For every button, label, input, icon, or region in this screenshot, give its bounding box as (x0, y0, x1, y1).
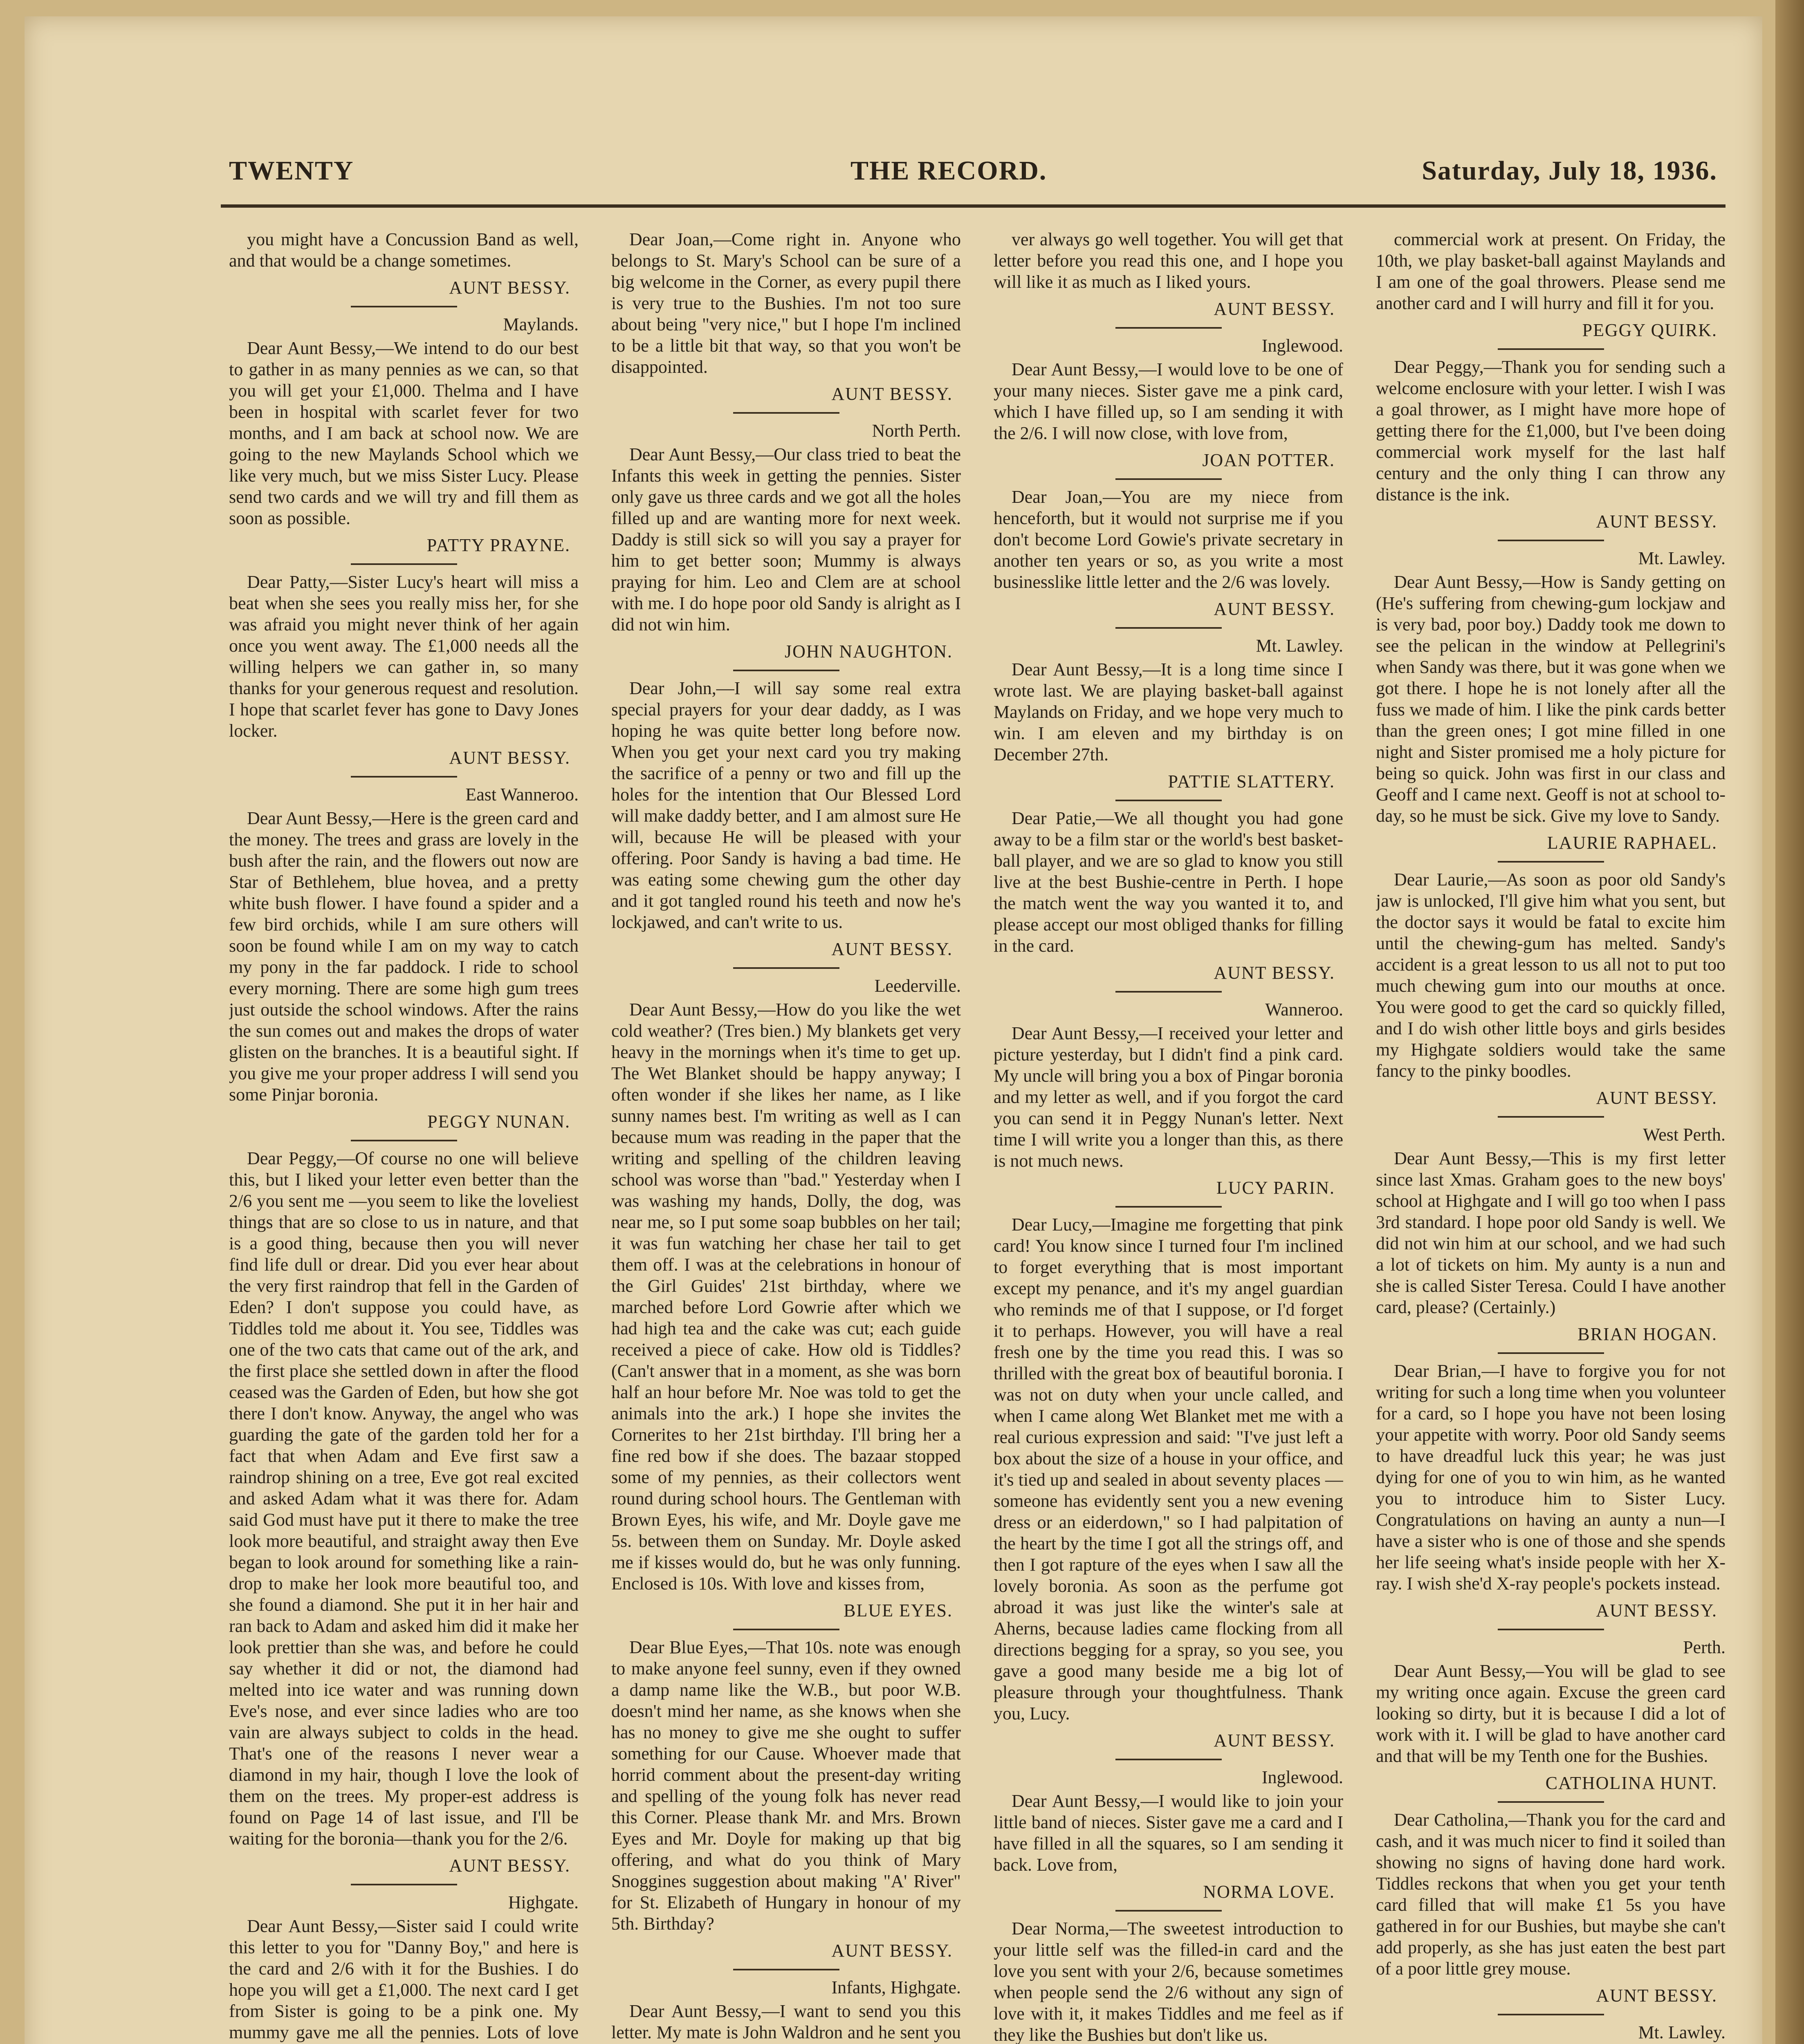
letter-paragraph: Dear Aunt Bessy,—I would like to join your little band of nieces. Sister gave me a card and I have filled in all the squares, so I am sending it back. Love from, (994, 1791, 1343, 1875)
separator-rule (1498, 1629, 1604, 1630)
separator-rule (733, 1629, 839, 1630)
letter-signature: PATTY PRAYNE. (426, 535, 570, 555)
separator-rule (1498, 1352, 1604, 1354)
letter-place: Maylands. (503, 314, 579, 334)
letter-place: Inglewood. (1261, 336, 1343, 356)
letter-paragraph: Dear Norma,—The sweetest introduction to your little self was the filled-in card and the love you sent with your 2/6, because sometimes when people send the 2/6 without any sign of love with it, it makes Tiddles and me feel as if they like the Bushies but don't like us. (994, 1918, 1343, 2044)
separator-rule (733, 412, 839, 414)
letter-signature: JOAN POTTER. (1202, 450, 1335, 470)
letter-signature: LAURIE RAPHAEL. (1547, 833, 1717, 853)
letter-paragraph: Dear Peggy,—Thank you for sending such a welcome enclosure with your letter. I wish I was a goal thrower, as I might have more hope of getting there for the £1,000, but I've been doing commercial work myself for the last half century and the only thing I can throw any distance is the ink. (1376, 357, 1725, 504)
header-rule (221, 204, 1725, 208)
letter-signature: AUNT BESSY. (449, 1856, 570, 1876)
letter-place: Infants, Highgate. (831, 1977, 961, 1997)
letter-paragraph: Dear Joan,—Come right in. Anyone who belongs to St. Mary's School can be sure of a big welcome in the Corner, as every pupil there is very true to the Bushies. I'm not too sure about being "very nice," but I hope I'm inclined to be a little bit that way, so that you won't be disappointed. (611, 229, 961, 377)
letter-signature: AUNT BESSY. (831, 384, 953, 404)
letter-signature: BLUE EYES. (844, 1600, 953, 1620)
binding-edge (1775, 0, 1804, 2044)
separator-rule (1498, 1116, 1604, 1118)
separator-rule (351, 306, 457, 307)
letter-place: Perth. (1683, 1637, 1725, 1657)
letter-paragraph: Dear Aunt Bessy,—Here is the green card and the money. The trees and grass are lovely in the bush after the rain, and the flowers out now are Star of Bethlehem, blue hovea, and a pretty white bush flower. I have found a spider and a few bird orchids, while I am sure others will soon be found while I am on my way to catch my pony in the far paddock. I ride to school every morning. There are some high gum trees just outside the school windows. After the rains the sun comes out and makes the drops of water glisten on the branches. It is a beautiful sight. If you give me your proper address I will send you some Pinjar boronia. (229, 808, 579, 1105)
letter-paragraph: Dear Aunt Bessy,—It is a long time since I wrote last. We are playing basket-ball against Maylands on Friday, and we hope very much to win. I am eleven and my birthday is on December 27th. (994, 659, 1343, 764)
letter-paragraph: Dear Catholina,—Thank you for the card and cash, and it was much nicer to find it soiled than showing no signs of having done hard work. Tiddles reckons that when you get your tenth card filled that will make £1 5s you have gathered in for our Bushies, but maybe she can't add properly, as she has just eaten the best part of a poor little grey mouse. (1376, 1810, 1725, 1979)
page-number: TWENTY (229, 156, 354, 186)
letter-paragraph: you might have a Concussion Band as well, and that would be a change sometimes. (229, 229, 579, 271)
letter-paragraph: Dear Aunt Bessy,—This is my first letter since last Xmas. Graham goes to the new boys' school at Highgate and I will go too when I pass 3rd standard. I hope poor old Sandy is well. We did not win him at our school, and we had such a lot of tickets on him. My aunty is a nun and she is called Sister Teresa. Could I have another card, please? (Certainly.) (1376, 1148, 1725, 1317)
letter-paragraph: Dear Aunt Bessy,—I would love to be one of your many nieces. Sister gave me a pink card, which I have filled up, so I am sending it with the 2/6. I will now close, with love from, (994, 359, 1343, 443)
letter-place: North Perth. (872, 421, 961, 441)
letter-signature: LUCY PARIN. (1216, 1178, 1335, 1198)
letter-signature: AUNT BESSY. (831, 939, 953, 959)
page-header (229, 155, 1717, 204)
separator-rule (1115, 1206, 1222, 1208)
separator-rule (351, 1140, 457, 1141)
separator-rule (1115, 478, 1222, 480)
letter-paragraph: Dear Laurie,—As soon as poor old Sandy's jaw is unlocked, I'll give him what you sent, but the doctor says it would be fatal to excite him until the chewing-gum has melted. Sandy's accident is a great lesson to us all not to put too much chewing gum into our mouths at once. You were good to get the card so quickly filled, and I do wish other little boys and girls besides my Highgate soldiers would take the same fancy to the pinky boodles. (1376, 870, 1725, 1081)
letter-paragraph: Dear Aunt Bessy,—Sister said I could write this letter to you for "Danny Boy," and here is the card and 2/6 with it for the Bushies. I do hope you will get a £1,000. The next card I get from Sister is going to be a pink one. My mummy gave me all the pennies. Lots of love (229, 1916, 579, 2042)
separator-rule (1498, 1801, 1604, 1803)
paper-title: THE RECORD. (850, 156, 1047, 186)
separator-rule (351, 1884, 457, 1885)
letter-paragraph: Dear Aunt Bessy,—How do you like the wet cold weather? (Tres bien.) My blankets get very heavy in the mornings when it's time to get up. The Wet Blanket should be happy anyway; I often wonder if she likes her name, as I like sunny names best. I'm writing as well as I can because mum was reading in the paper that the writing and spelling of the children leaving school was worse than "bad." Yesterday when I was washing my hands, Dolly, the dog, was near me, so I put some soap bubbles on her tail; it was fun watching her chase her tail to get them off. I was at the celebrations in honour of the Girl Guides' 21st birthday, where we marched before Lord Gowrie after which we had high tea and the cake was cut; each guide received a piece of cake. How old is Tiddles? (Can't answer that in a moment, as she was born half an hour before Mr. Noe was told to get the animals into the ark.) I hope she invites the Cornerites to her 21st birthday. I'll bring her a fine red bow if she does. The bazaar stopped some of my pennies, as their collectors went round during school hours. The Gentleman with Brown Eyes, his wife, and Mr. Doyle gave me 5s. between them on Sunday. Mr. Doyle asked me if kisses would do, but he was only funning. Enclosed is 10s. With love and kisses from, (611, 1000, 961, 1594)
separator-rule (1115, 800, 1222, 801)
letter-place: East Wanneroo. (465, 784, 579, 805)
letter-place: Inglewood. (1261, 1767, 1343, 1787)
separator-rule (1498, 2014, 1604, 2015)
letter-signature: NORMA LOVE. (1203, 1882, 1335, 1902)
letter-signature: JOHN NAUGHTON. (785, 641, 953, 661)
letter-signature: CATHOLINA HUNT. (1545, 1773, 1717, 1793)
letter-signature: AUNT BESSY. (449, 748, 570, 768)
letter-signature: AUNT BESSY. (1596, 1986, 1717, 2006)
letter-signature: AUNT BESSY. (1596, 1600, 1717, 1620)
letter-place: Mt. Lawley. (1256, 636, 1343, 656)
letter-signature: AUNT BESSY. (1214, 1730, 1335, 1750)
letter-signature: AUNT BESSY. (449, 278, 570, 298)
letter-signature: PATTIE SLATTERY. (1168, 771, 1335, 791)
letter-signature: PEGGY NUNAN. (427, 1112, 570, 1132)
letter-paragraph: Dear Peggy,—Of course no one will believe this, but I liked your letter even better than the 2/6 you sent me —you seem to like the loveliest things that are so close to us in nature, and that is a good thing, because then you will never find life dull or drear. Did you ever hear about the very first raindrop that fell in the Garden of Eden? I don't suppose you could have, as Tiddles told me about it. You see, Tiddles was one of the two cats that came out of the ark, and the first place she settled down in after the flood ceased was the Garden of Eden, but how she got there I don't know. Anyway, the angel who was guarding the gate of the garden told her for a fact that when Adam and Eve first saw a raindrop shining on a tree, Eve got real excited and asked Adam what it was there for. Adam said God must have put it there to make the tree look more beautiful, and straight away then Eve began to look around for something like a rain-drop to make her look more beautiful too, and she found a diamond. She put it in her hair and ran back to Adam and asked him did it make her look prettier than she was, and before he could say whether it did or not, the diamond had melted into ice water and was running down Eve's nose, and ever since ladies who are too vain are always subject to colds in the head. That's one of the reasons I never wear a diamond in my hair, though I love the look of them on the trees. My proper-est address is found on Page 14 of last issue, and I'll be waiting for the boronia—thank you for the 2/6. (229, 1148, 579, 1849)
separator-rule (1498, 540, 1604, 541)
letter-signature: AUNT BESSY. (1596, 1088, 1717, 1108)
letter-paragraph: Dear Aunt Bessy,—We intend to do our best to gather in as many pennies as we can, so that you will get your £1,000. Thelma and I have been in hospital with scarlet fever for two months, and I am back at school now. We are going to the new Maylands School which we like very much, but we miss Sister Lucy. Please send two cards and we will try and fill them as soon as possible. (229, 338, 579, 528)
letter-place: West Perth. (1643, 1125, 1725, 1145)
letter-paragraph: Dear Patty,—Sister Lucy's heart will miss a beat when she sees you really miss her, for she was afraid you might never think of her again once you went away. The £1,000 needs all the willing helpers we can gather in, so many thanks for your generous request and resolution. I hope that scarlet fever has gone to Davy Jones locker. (229, 572, 579, 741)
letter-signature: AUNT BESSY. (1214, 599, 1335, 619)
letter-signature: BRIAN HOGAN. (1577, 1324, 1717, 1344)
column-1 (229, 229, 579, 2044)
letter-paragraph: Dear John,—I will say some real extra special prayers for your dear daddy, as I was hoping he was quite better long before now. When you get your next card you try making the sacrifice of a penny or two and fill up the holes for the intention that Our Blessed Lord will make daddy better, and I am almost sure He will, because He will be pleased with your offering. Poor Sandy is having a bad time. He was eating some chewing gum the other day and it got tangled round his teeth and now he's lockjawed, and can't write to us. (611, 678, 961, 932)
letter-signature: AUNT BESSY. (1214, 963, 1335, 983)
issue-date: Saturday, July 18, 1936. (1422, 156, 1717, 186)
letter-paragraph: Dear Brian,—I have to forgive you for not writing for such a long time when you volunteer for a card, so I hope you have not been losing your appetite with worry. Poor old Sandy seems to have dreadful luck this year; he was just dying for one of you to win him, as he wanted you to introduce him to Sister Lucy. Congratulations on having an aunty a nun—I have a sister who is one of those and she spends her life seeing what's inside people with her X-ray. I wish she'd X-ray people's pockets instead. (1376, 1361, 1725, 1594)
letter-paragraph: Dear Lucy,—Imagine me forgetting that pink card! You know since I turned four I'm inclined to forget everything that is most important except my penance, and it's my angel guardian who reminds me of that I suppose, or I'd forget it to perhaps. However, you will have a real fresh one by the time you read this. I was so thrilled with the great box of beautiful boronia. I was not on duty when your uncle called, and when I came along Wet Blanket met me with a real curious expression and said: "I've just left a box about the size of a house in your office, and it's tied up and sealed in about seventy places —someone has evidently sent you a new evening dress or an eiderdown," so I had palpitation of the heart by the time I got all the strings off, and then I got rapture of the eyes when I saw all the lovely boronia. As soon as the perfume got abroad it was just like the winter's sale at Aherns, because ladies came flocking from all directions begging for a spray, so you see, you gave a good many beside me a big lot of pleasure through your thoughtfulness. Thank you, Lucy. (994, 1215, 1343, 1724)
separator-rule (1115, 1759, 1222, 1760)
column-3 (994, 229, 1343, 2044)
separator-rule (733, 670, 839, 671)
letter-paragraph: Dear Aunt Bessy,—I received your letter and picture yesterday, but I didn't find a pink card. My uncle will bring you a box of Pingar boronia and my letter as well, and if you forgot the card you can send it in Peggy Nunan's letter. Next time I will write you a longer than this, as there is not much news. (994, 1023, 1343, 1171)
letter-place: Mt. Lawley. (1638, 548, 1725, 568)
letter-paragraph: Dear Aunt Bessy,—I want to send you this letter. My mate is John Waldron and he sent you (611, 2001, 961, 2042)
letter-paragraph: ver always go well together. You will get that letter before you read this one, and I hope you will like it as much as I liked yours. (994, 229, 1343, 292)
letter-signature: PEGGY QUIRK. (1582, 320, 1717, 340)
column-2 (611, 229, 961, 2044)
separator-rule (733, 967, 839, 969)
letter-paragraph: Dear Aunt Bessy,—You will be glad to see my writing once again. Excuse the green card looking so dirty, but it is because I did a lot of work with it. I will be glad to have another card and that will be my Tenth one for the Bushies. (1376, 1661, 1725, 1766)
letters-columns (229, 229, 1725, 2044)
letter-place: Wanneroo. (1265, 1000, 1343, 1020)
separator-rule (1115, 991, 1222, 993)
letter-paragraph: Dear Joan,—You are my niece from henceforth, but it would not surprise me if you don't become Lord Gowie's private secretary in another ten years or so, as you write a most businesslike little letter and the 2/6 was lovely. (994, 487, 1343, 592)
letter-paragraph: Dear Aunt Bessy,—Our class tried to beat the Infants this week in getting the pennies. Sister only gave us three cards and we got all the holes filled up and are wanting more for next week. Daddy is still sick so will you say a prayer for him to get better soon; Mummy is always praying for him. Leo and Clem are at school with me. I do hope poor old Sandy is alright as I did not win him. (611, 444, 961, 634)
separator-rule (1498, 348, 1604, 350)
letter-paragraph: Dear Blue Eyes,—That 10s. note was enough to make anyone feel sunny, even if they owned a damp name like the W.B., but poor W.B. doesn't mind her name, as she knows when she has no money to give me she ought to suffer something for our Cause. Whoever made that horrid comment about the present-day writing and spelling of the young folk has never read this Corner. Please thank Mr. and Mrs. Brown Eyes and Mr. Doyle for making up that big offering, and what do you think of Mary Snoggines suggestion about making "A' River" for St. Elizabeth of Hungary in honour of my 5th. Birthday? (611, 1637, 961, 1934)
letter-place: Highgate. (508, 1892, 579, 1912)
letter-paragraph: Dear Patie,—We all thought you had gone away to be a film star or the world's best basket-ball player, and we are so glad to know you still live at the best Bushie-centre in Perth. I hope the match went the way you wanted it to, and please accept our most obliged thanks for filling in the card. (994, 808, 1343, 956)
letter-signature: AUNT BESSY. (1214, 299, 1335, 319)
separator-rule (351, 776, 457, 778)
letter-paragraph: commercial work at present. On Friday, the 10th, we play basket-ball against Maylands and I am one of the goal throwers. Please send me another card and I will hurry and fill it for you. (1376, 229, 1725, 313)
letter-signature: AUNT BESSY. (1596, 511, 1717, 531)
letter-place: Leederville. (874, 976, 961, 996)
separator-rule (733, 1969, 839, 1970)
separator-rule (1115, 327, 1222, 329)
letter-signature: AUNT BESSY. (831, 1941, 953, 1961)
separator-rule (1498, 861, 1604, 863)
separator-rule (1115, 627, 1222, 629)
letter-place: Mt. Lawley. (1638, 2022, 1725, 2042)
separator-rule (1115, 1910, 1222, 1912)
separator-rule (351, 563, 457, 565)
column-4 (1376, 229, 1725, 2044)
letter-paragraph: Dear Aunt Bessy,—How is Sandy getting on (He's suffering from chewing-gum lockjaw and is very bad, poor boy.) Daddy took me down to see the pelican in the window at Pellegrini's when Sandy was there, but it was gone when we got there. I hope he is not lonely after all the fuss we made of him. I like the pink cards better than the green ones; I got mine filled in one night and Sister promised me a holy picture for being so quick. John was first in our class and Geoff and I came next. Geoff is not at school to-day, so he must be sick. Give my love to Sandy. (1376, 572, 1725, 826)
